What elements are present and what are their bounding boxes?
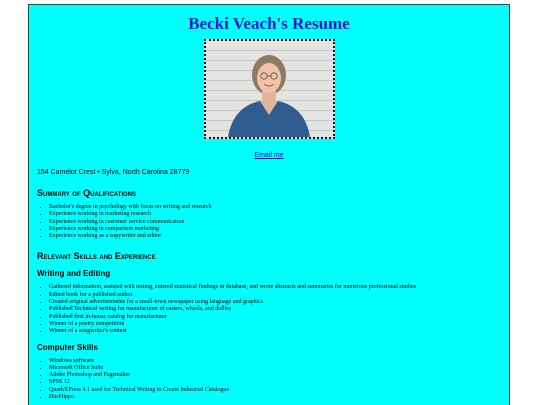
writing-list	[29, 284, 509, 335]
list-item: • Experience working in marketing research	[49, 211, 509, 218]
computer-list	[29, 358, 509, 402]
list-item: • Edited book for a published author	[49, 292, 509, 299]
summary-heading: Summary of Qualifications	[37, 188, 136, 198]
list-item: • Windows software	[49, 358, 509, 365]
list-item: • Adobe Photoshop and Pagemaker	[49, 372, 509, 379]
list-item: • QuarkXPress 4.1 used for Technical Writing to Create Industrial Catalogue	[49, 387, 509, 394]
address: 154 Camelot Crest • Sylva, North Carolina 28779	[37, 169, 190, 176]
email-link[interactable]: Email me	[254, 152, 284, 159]
email-link-row	[29, 151, 509, 160]
list-item: • Experience working in comparison marketing	[49, 226, 509, 233]
list-item: • Winner of a songwriter's contest	[49, 328, 509, 335]
list-item: • Published Technical writing for manufacturer of casters, wheels, and dollies	[49, 306, 509, 313]
computer-heading: Computer Skills	[37, 342, 98, 352]
resume-page	[28, 4, 510, 405]
writing-heading: Writing and Editing	[37, 269, 111, 279]
list-item: • Published first in-house catalog for manufacturer	[49, 314, 509, 321]
list-item: • Experience working in customer service communication	[49, 219, 509, 226]
list-item: • Gathered information, assisted with testing, entered statistical findings in database, and wrote abstracts and summaries for numerous professional studies	[49, 284, 509, 291]
list-item: • DocHippo	[49, 394, 509, 401]
list-item: • Experience working as a copywriter and editor	[49, 233, 509, 240]
photo-container	[29, 39, 509, 144]
summary-list	[29, 204, 509, 240]
profile-photo	[204, 39, 335, 139]
list-item: • Winner of a poetry competition	[49, 321, 509, 328]
list-item: • Created original advertisements for a small-town newspaper using language and graphics	[49, 299, 509, 306]
list-item: • SPSS 12	[49, 379, 509, 386]
page-title: Becki Veach's Resume	[188, 14, 350, 33]
list-item: • Bachelor's degree in psychology with focus on writing and research	[49, 204, 509, 211]
list-item: • Microsoft Office Suite	[49, 365, 509, 372]
skills-heading: Relevant Skills and Experience	[37, 251, 156, 262]
